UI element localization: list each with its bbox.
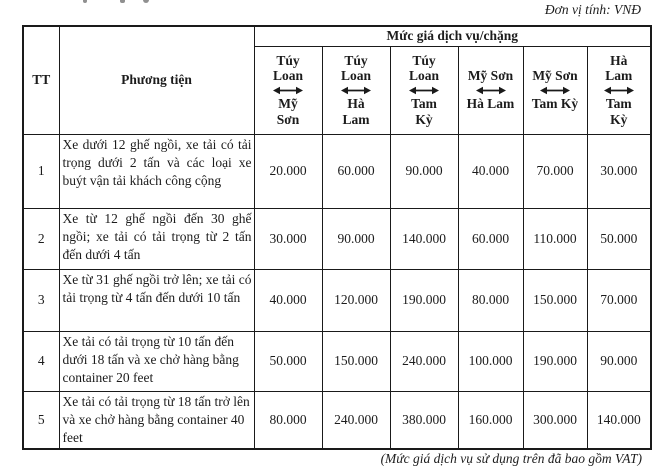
price-cell: 20.000: [254, 134, 322, 208]
price-cell: 100.000: [458, 331, 523, 391]
route-header-tuyloan-halam: [322, 46, 390, 134]
route-to-label: Hà Lam: [342, 96, 370, 127]
col-header-vehicle: Phương tiện: [59, 26, 254, 134]
table-row: [23, 134, 651, 208]
cropped-text-fragment: [83, 0, 87, 3]
cropped-text-fragment: [120, 0, 125, 3]
row-index-cell: 3: [23, 269, 59, 331]
route-from-label: Mỹ Sơn: [532, 68, 578, 84]
route-from-label: Túy Loan: [272, 52, 303, 84]
price-cell: 160.000: [458, 391, 523, 449]
price-cell: 110.000: [523, 208, 587, 269]
route-arrow-icon: [409, 86, 439, 95]
price-cell: 80.000: [458, 269, 523, 331]
route-from-label: Túy Loan: [340, 52, 371, 84]
route-from-label: Mỹ Sơn: [467, 68, 514, 84]
price-cell: 50.000: [587, 208, 651, 269]
route-arrow-icon: [540, 86, 570, 95]
price-cell: 60.000: [458, 208, 523, 269]
price-cell: 140.000: [587, 391, 651, 449]
route-to-label: Tam Kỳ: [605, 96, 632, 127]
price-cell: 90.000: [587, 331, 651, 391]
price-cell: 50.000: [254, 331, 322, 391]
price-cell: 30.000: [254, 208, 322, 269]
vehicle-cell: Xe từ 12 ghế ngồi đến 30 ghế ngồi; xe tải có tải trọng từ 2 tấn đến dưới 4 tấn: [59, 208, 254, 269]
table-row: [23, 269, 651, 331]
price-cell: 40.000: [254, 269, 322, 331]
route-header-myson-halam: [458, 46, 523, 134]
price-cell: 70.000: [523, 134, 587, 208]
row-index-cell: 5: [23, 391, 59, 449]
table-row: [23, 391, 651, 449]
route-from-label: Hà Lam: [605, 52, 633, 84]
table-header-group-row: [23, 26, 651, 46]
vehicle-cell: Xe tải có tải trọng từ 18 tấn trở lên và xe chở hàng bằng container 40 feet: [59, 391, 254, 449]
currency-unit-note: Đơn vị tính: VNĐ: [544, 2, 641, 17]
price-cell: 240.000: [390, 331, 458, 391]
price-cell: 140.000: [390, 208, 458, 269]
row-index-cell: 1: [23, 134, 59, 208]
price-cell: 240.000: [322, 391, 390, 449]
vehicle-cell: Xe tải có tải trọng từ 10 tấn đến dưới 18 tấn và xe chở hàng bằng container 20 feet: [59, 331, 254, 391]
price-cell: 190.000: [390, 269, 458, 331]
route-header-halam-tamky: [587, 46, 651, 134]
route-arrow-icon: [476, 86, 506, 95]
price-cell: 40.000: [458, 134, 523, 208]
price-cell: 190.000: [523, 331, 587, 391]
route-to-label: Tam Kỳ: [531, 96, 579, 111]
price-cell: 90.000: [390, 134, 458, 208]
price-cell: 70.000: [587, 269, 651, 331]
table-row: [23, 331, 651, 391]
price-cell: 80.000: [254, 391, 322, 449]
route-arrow-icon: [604, 86, 634, 95]
price-cell: 90.000: [322, 208, 390, 269]
route-arrow-icon: [273, 86, 303, 95]
vat-footer-note: (Mức giá dịch vụ sử dụng trên đã bao gồm VAT): [380, 451, 642, 466]
route-header-tuyloan-tamky: [390, 46, 458, 134]
row-index-cell: 2: [23, 208, 59, 269]
row-index-cell: 4: [23, 331, 59, 391]
route-to-label: Hà Lam: [466, 96, 515, 111]
price-cell: 30.000: [587, 134, 651, 208]
route-arrow-icon: [341, 86, 371, 95]
cropped-text-fragment: [143, 0, 149, 3]
route-header-tuyloan-myson: [254, 46, 322, 134]
vehicle-cell: Xe từ 31 ghế ngồi trở lên; xe tải có tải trọng từ 4 tấn đến dưới 10 tấn: [59, 269, 254, 331]
price-cell: 150.000: [322, 331, 390, 391]
route-header-myson-tamky: [523, 46, 587, 134]
price-cell: 300.000: [523, 391, 587, 449]
route-to-label: Mỹ Sơn: [276, 96, 300, 127]
price-cell: 150.000: [523, 269, 587, 331]
price-group-header: Mức giá dịch vụ/chặng: [254, 26, 651, 46]
pricing-table: [22, 25, 652, 450]
table-row: [23, 208, 651, 269]
route-from-label: Túy Loan: [408, 52, 439, 84]
price-cell: 120.000: [322, 269, 390, 331]
col-header-tt: TT: [23, 26, 59, 134]
vehicle-cell: Xe dưới 12 ghế ngồi, xe tải có tải trọng dưới 2 tấn và các loại xe buýt vận tải khách công cộng: [59, 134, 254, 208]
price-cell: 60.000: [322, 134, 390, 208]
price-cell: 380.000: [390, 391, 458, 449]
route-to-label: Tam Kỳ: [411, 96, 437, 127]
